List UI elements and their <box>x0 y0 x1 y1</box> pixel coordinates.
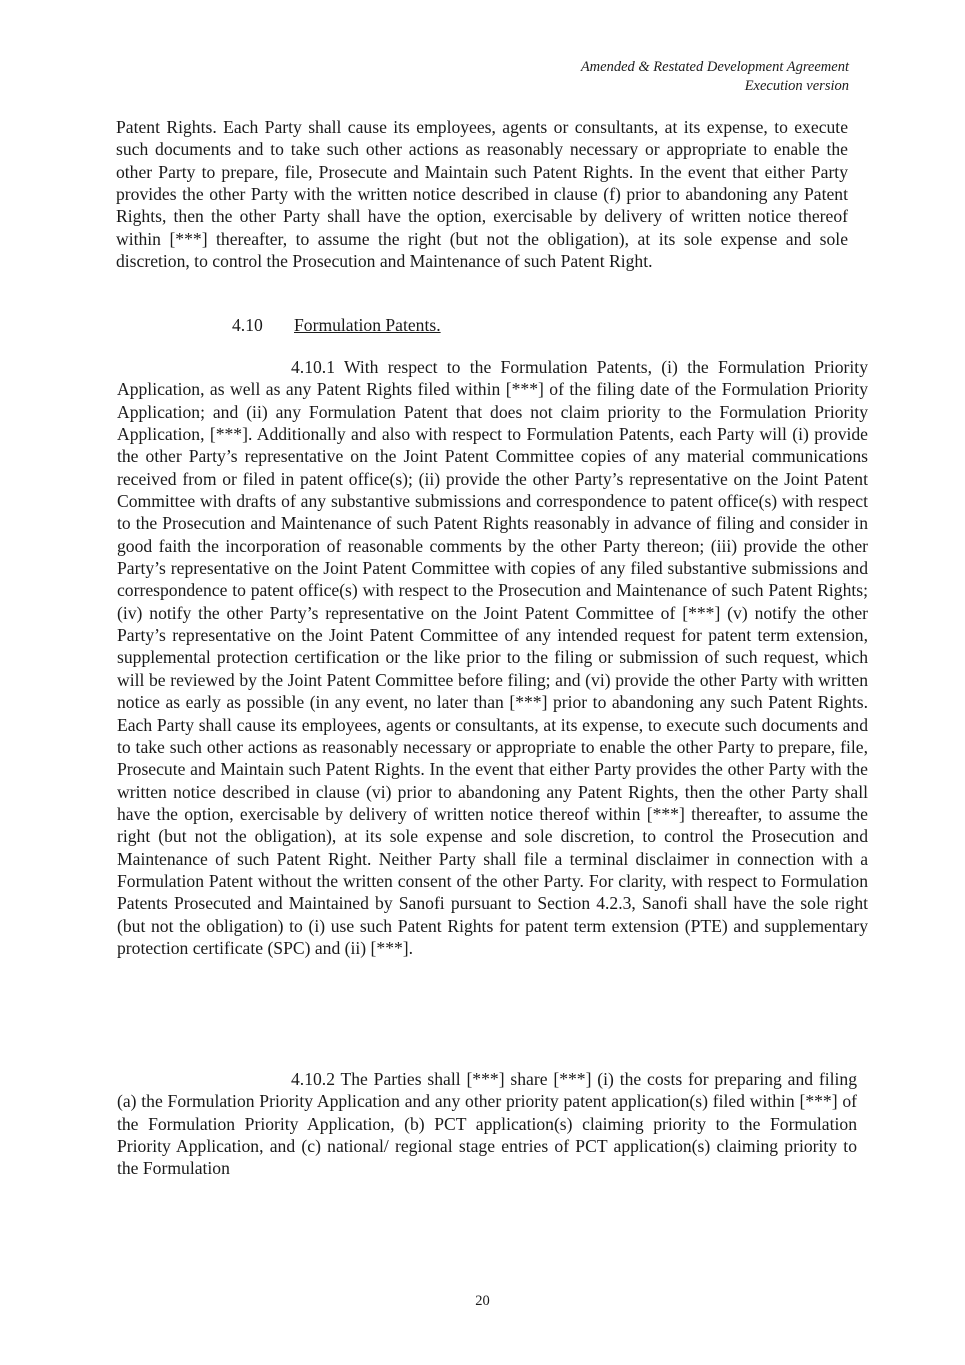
section-title: Formulation Patents. <box>294 315 441 335</box>
document-header <box>581 58 849 96</box>
header-agreement-title: Amended & Restated Development Agreement <box>580 59 849 75</box>
page-number: 20 <box>475 1293 490 1309</box>
paragraph-4-10-2: 4.10.2 The Parties shall [***] share [***] (i) the costs for preparing and filing (a) the Formulation Priority Application and any other priority patent application(s) filed within [***] of the Formulation Priority Application, (b) PCT application(s) claiming priority to the Formulation Priority Application, and (c) national/ regional stage entries of PCT application(s) claiming priority to the Formulation <box>117 1069 857 1179</box>
paragraph-continuation: Patent Rights. Each Party shall cause its employees, agents or consultants, at its expense, to execute such documents and to take such other actions as reasonably necessary or appropriate to enable the other Party to prepare, file, Prosecute and Maintain such Patent Rights. In the event that either Party provides the other Party with the written notice described in clause (f) prior to abandoning any Patent Rights, then the other Party shall have the option, exercisable by delivery of written notice thereof within [***] thereafter, to assume the right (but not the obligation), at its sole expense and sole discretion, to control the Prosecution and Maintenance of such Patent Right. <box>116 117 848 272</box>
section-number: 4.10 <box>232 315 263 335</box>
paragraph-4-10-1: 4.10.1 With respect to the Formulation Patents, (i) the Formulation Priority Application, as well as any Patent Rights filed within [***] of the filing date of the Formulation Priority Application; and (ii) any Formulation Patent that does not claim priority to the Formulation Priority Application, [***]. Additionally and also with respect to Formulation Patents, each Party will (i) provide the other Party’s representative on the Joint Patent Committee copies of any material communications received from or filed in patent office(s); (ii) provide the other Party’s representative on the Joint Patent Committee with drafts of any substantive submissions and correspondence to patent office(s) with respect to the Prosecution and Maintenance of such Patent Rights reasonably in advance of filing and consider in good faith the incorporation of reasonable comments by the other Party thereon; (iii) provide the other Party’s representative on the Joint Patent Committee with copies of any filed substantive submissions and correspondence to patent office(s) with respect to the Prosecution and Maintenance of such Patent Rights; (iv) notify the other Party’s representative on the Joint Patent Committee of [***] (v) notify the other Party’s representative on the Joint Patent Committee of any intended request for patent term extension, supplemental protection certification or the like prior to the filing or submission of such request, which will be reviewed by the Joint Patent Committee before filing; and (vi) provide the other Party with written notice as early as possible (in any event, no later than [***] prior to abandoning any such Patent Rights. Each Party shall cause its employees, agents or consultants, at its expense, to execute such documents and to take such other actions as reasonably necessary or appropriate to enable the other Party to prepare, file, Prosecute and Maintain such Patent Rights. In the event that either Party provides the other Party with the written notice described in clause (vi) prior to abandoning any Patent Rights, then the other Party shall have the option, exercisable by delivery of written notice thereof within [***] thereafter, to assume the right (but not the obligation), at its sole expense and sole discretion, to control the Prosecution and Maintenance of such Patent Right. Neither Party shall file a terminal disclaimer in connection with a Formulation Patent without the written consent of the other Party. For clarity, with respect to Formulation Patents Prosecuted and Maintained by Sanofi pursuant to Section 4.2.3, Sanofi shall have the sole right (but not the obligation) to (i) use such Patent Rights for patent term extension (PTE) and supplementary protection certificate (SPC) and (ii) [***]. <box>117 357 868 958</box>
header-version-label: Execution version <box>744 78 849 94</box>
section-heading <box>232 314 441 336</box>
